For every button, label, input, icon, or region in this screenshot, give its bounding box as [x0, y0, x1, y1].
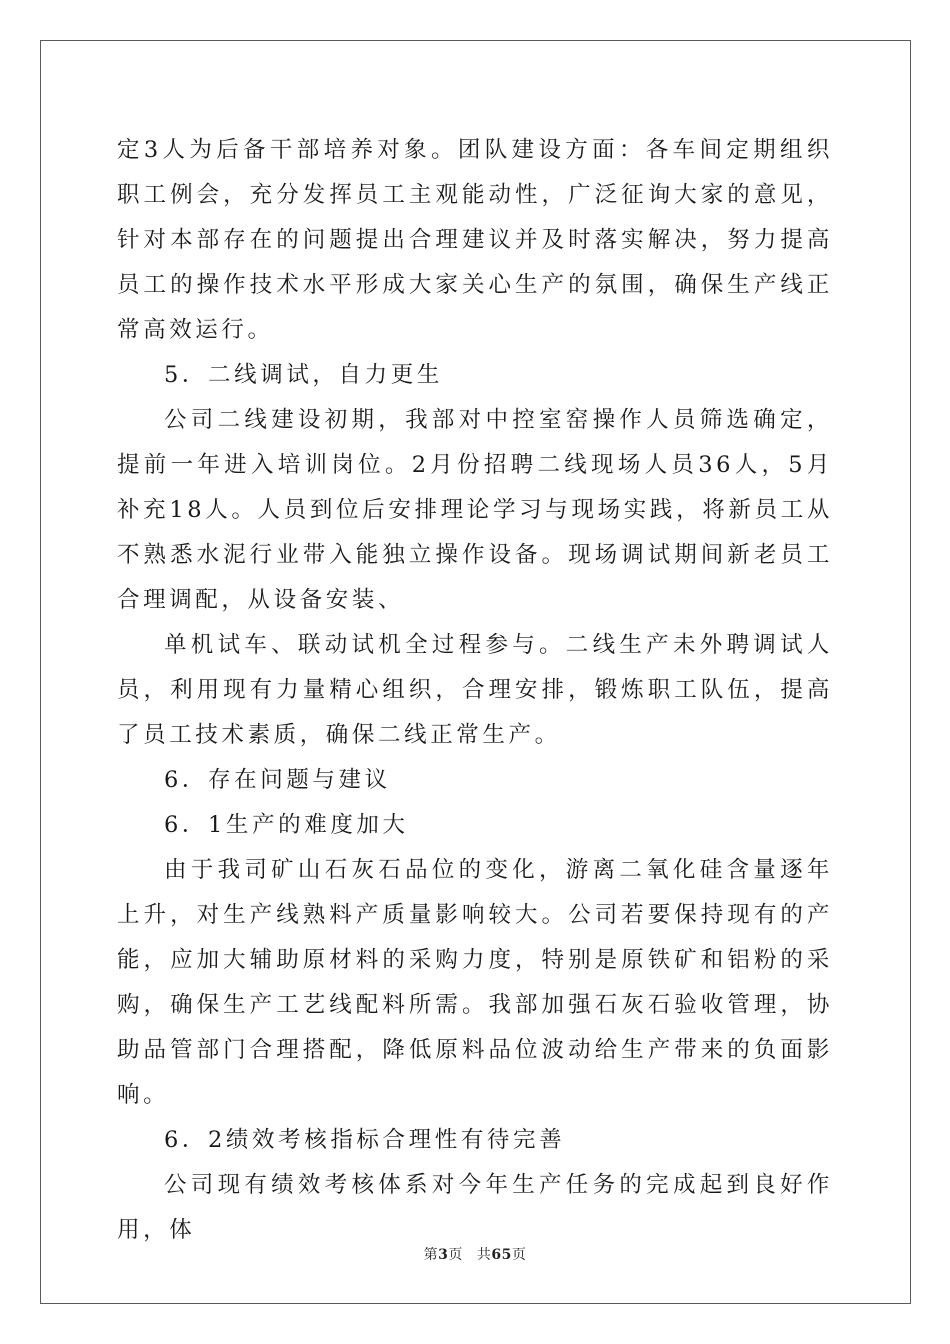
footer-page-number: 3 — [438, 1247, 449, 1263]
heading-section-6-2: 6．2绩效考核指标合理性有待完善 — [164, 1127, 566, 1153]
paragraph-line2-construction: 公司二线建设初期，我部对中控室窑操作人员筛选确定，提前一年进入培训岗位。2月份招聘二线现场人员36人，5月补充18人。人员到位后安排理论学习与现场实践，将新员工从不熟悉水泥行业带入能独立操作设备。现场调试期间新老员工合理调配，从设备安装、 — [117, 407, 833, 613]
footer-total-suffix: 页 — [511, 1247, 527, 1263]
footer-page-suffix: 页 — [448, 1247, 463, 1263]
heading-section-6-1: 6．1生产的难度加大 — [164, 812, 409, 838]
paragraph-production-difficulty: 由于我司矿山石灰石品位的变化，游离二氧化硅含量逐年上升，对生产线熟料产质量影响较大。公司若要保持现有的产能，应加大辅助原材料的采购力度，特别是原铁矿和铝粉的采购，确保生产工艺线配料所需。我部加强石灰石验收管理，协助品管部门合理搭配，降低原料品位波动给生产带来的负面影响。 — [117, 857, 833, 1108]
footer-page-prefix: 第 — [423, 1247, 439, 1263]
document-body — [117, 128, 833, 1253]
paragraph-performance-system: 公司现有绩效考核体系对今年生产任务的完成起到良好作用，体 — [117, 1172, 833, 1243]
heading-section-5: 5．二线调试，自力更生 — [164, 362, 443, 388]
footer-total-prefix: 共 — [476, 1247, 492, 1263]
paragraph-line2-commissioning: 单机试车、联动试机全过程参与。二线生产未外聘调试人员，利用现有力量精心组织，合理安排，锻炼职工队伍，提高了员工技术素质，确保二线正常生产。 — [117, 632, 833, 748]
paragraph-team-building: 定3人为后备干部培养对象。团队建设方面：各车间定期组织职工例会，充分发挥员工主观能动性，广泛征询大家的意见，针对本部存在的问题提出合理建议并及时落实解决，努力提高员工的操作技术水平形成大家关心生产的氛围，确保生产线正常高效运行。 — [117, 137, 833, 343]
heading-section-6: 6．存在问题与建议 — [164, 767, 391, 793]
page-footer — [0, 1246, 950, 1264]
footer-total-pages: 65 — [491, 1247, 512, 1263]
